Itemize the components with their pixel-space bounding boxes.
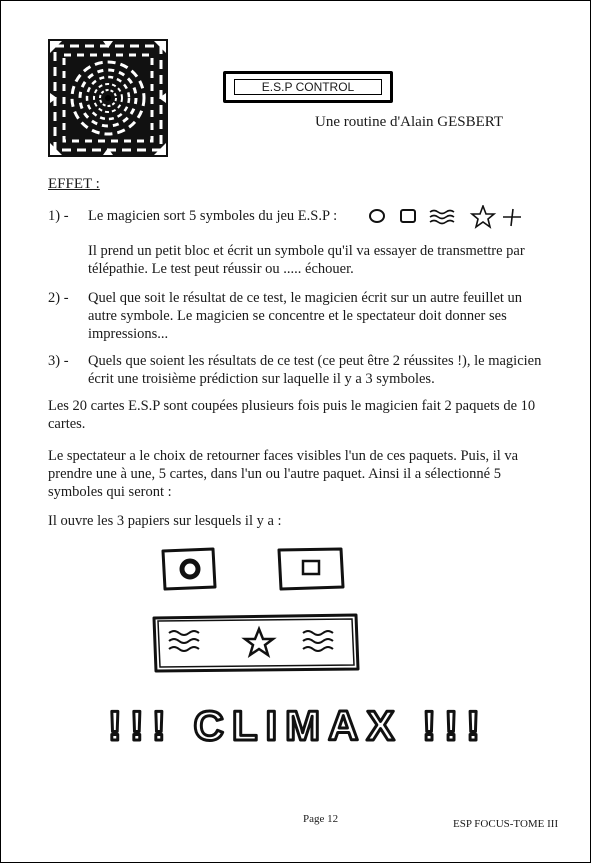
waves-icon bbox=[430, 211, 454, 224]
book-title: ESP FOCUS-TOME III bbox=[453, 818, 559, 830]
step-1-text: Le magicien sort 5 symboles du jeu E.S.P : bbox=[88, 208, 338, 224]
step-1-number: 1) - bbox=[48, 208, 69, 224]
step-3-number: 3) - bbox=[48, 353, 69, 369]
paper-three-symbols bbox=[154, 615, 358, 671]
step-1-continuation: Il prend un petit bloc et écrit un symbole qu'il va essayer de transmettre par télépathie. Le test peut réussir ou ..... échouer. bbox=[88, 243, 525, 277]
author-subtitle: Une routine d'Alain GESBERT bbox=[315, 114, 504, 130]
star-icon bbox=[472, 206, 494, 227]
step-2-number: 2) - bbox=[48, 290, 69, 306]
paragraph-spectator: Le spectateur a le choix de retourner faces visibles l'un de ces paquets. Puis, il va prendre une à une, 5 cartes, dans l'un ou l'autre paquet. Ainsi il a sélectionné 5 symboles qui seront : bbox=[48, 448, 519, 500]
section-heading: EFFET : bbox=[48, 176, 100, 192]
square-icon bbox=[401, 210, 415, 222]
climax-banner bbox=[63, 696, 533, 756]
step-2-text: Quel que soit le résultat de ce test, le magicien écrit sur un autre feuillet un autre symbole. Le magicien se concentre et le spectateur doit donner ses impressions... bbox=[88, 290, 523, 342]
page-title: E.S.P CONTROL bbox=[234, 79, 382, 95]
paragraph-papers: Il ouvre les 3 papiers sur lesquels il y a : bbox=[48, 513, 282, 529]
page-number: Page 12 bbox=[303, 813, 339, 825]
spiral-logo-icon bbox=[48, 39, 168, 157]
title-box bbox=[223, 71, 393, 103]
climax-text: !!! CLIMAX !!! bbox=[107, 702, 489, 749]
paper-square bbox=[279, 549, 343, 589]
paper-circle bbox=[163, 549, 215, 589]
circle-icon bbox=[370, 210, 384, 222]
three-papers-drawing bbox=[151, 547, 361, 673]
esp-symbols bbox=[363, 205, 531, 229]
step-3-text: Quels que soient les résultats de ce test (ce peut être 2 réussites !), le magicien écrit une troisième prédiction sur laquelle il y a 3 symboles. bbox=[88, 353, 542, 387]
paragraph-cards: Les 20 cartes E.S.P sont coupées plusieurs fois puis le magicien fait 2 paquets de 10 cartes. bbox=[48, 398, 536, 432]
cross-icon bbox=[503, 209, 521, 226]
